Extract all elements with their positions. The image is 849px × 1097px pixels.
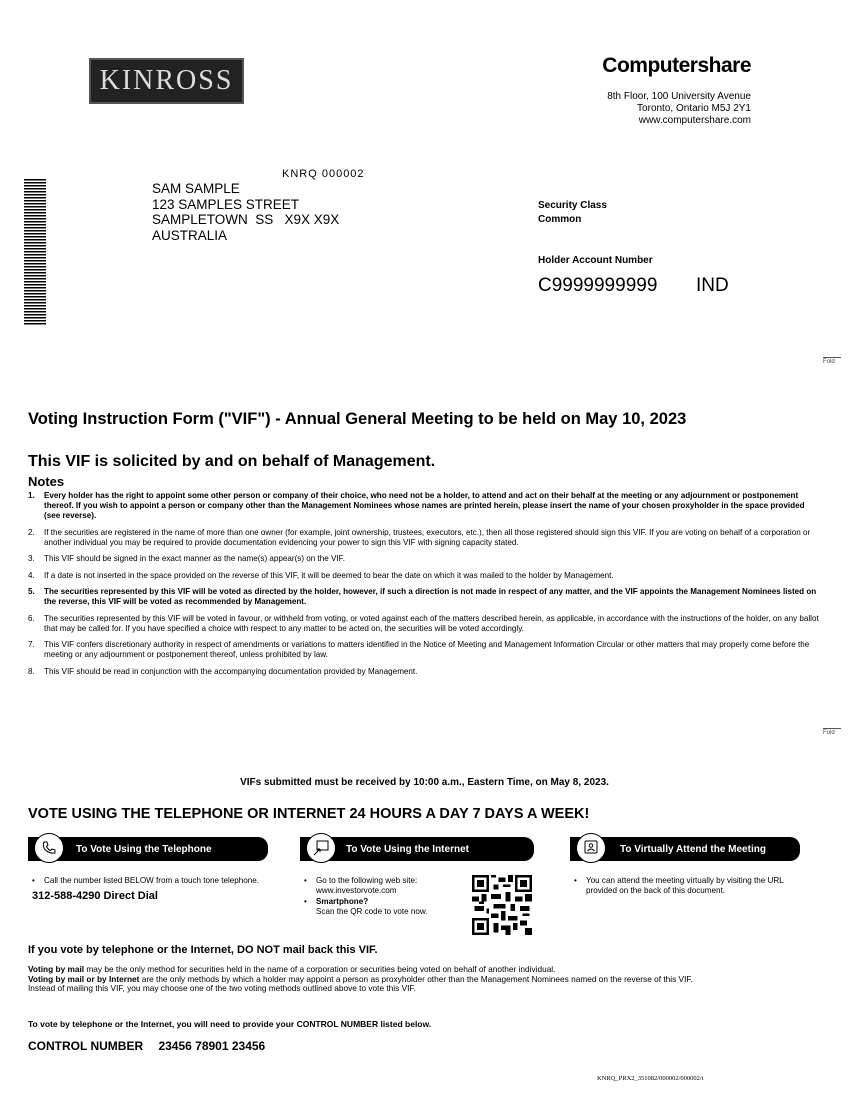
- fold-mark: Fold: [823, 357, 841, 365]
- note-text: This VIF should be read in conjunction with the accompanying documentation provided by Management.: [44, 666, 418, 676]
- mail-code: KNRQ 000002: [282, 168, 365, 180]
- kinross-logo: [89, 58, 244, 104]
- no-mail-warning: If you vote by telephone or the Internet, DO NOT mail back this VIF.: [28, 944, 378, 956]
- note-text: The securities represented by this VIF will be voted as directed by the holder, however, if such a direction is not made in respect of any matter, and the VIF appoints the Management Nominees listed on the reverse, this VIF will be voted as recommended by Management.: [44, 587, 817, 606]
- note-number: 4.: [28, 570, 35, 580]
- note-item: [28, 640, 820, 660]
- control-number-value: 23456 78901 23456: [158, 1039, 266, 1053]
- note-number: 5.: [28, 587, 35, 596]
- holder-account-type: IND: [696, 275, 729, 296]
- security-class-value: Common: [538, 214, 582, 225]
- note-number: 6.: [28, 613, 35, 623]
- mail-bold: Voting by mail: [28, 964, 85, 974]
- mail-text: are the only methods by which a holder may appoint a person as proxyholder other than the Management Nominees named on the reverse of this VIF.: [139, 973, 693, 984]
- note-text: The securities represented by this VIF will be voted in favour, or withheld from voting, or voted against each of the matters described herein, as applicable, in accordance with the instructions of the holder, on any ballot that may be called for. If you have specified a choice with respect to any matter to be acted on, the securities will be voted accordingly.: [44, 613, 819, 633]
- mail-text: Instead of mailing this VIF, you may choose one of the two voting methods outlined above to vote this VIF.: [28, 983, 416, 993]
- smartphone-label: Smartphone?: [316, 897, 369, 906]
- fold-mark: Fold: [823, 728, 841, 736]
- footer-code: KNRQ_PRX2_351082/000002/000002/i: [597, 1075, 704, 1082]
- mail-bold: Voting by mail or by Internet: [28, 973, 140, 984]
- note-item: [28, 528, 820, 548]
- address-line: SAMPLETOWN SS X9X X9X: [152, 212, 340, 227]
- address-line: 8th Floor, 100 University Avenue: [607, 91, 751, 102]
- computershare-address: [607, 91, 751, 127]
- qr-instruction: Scan the QR code to vote now.: [316, 906, 428, 916]
- note-text: If a date is not inserted in the space provided on the reverse of this VIF, it will be deemed to bear the date on which it was mailed to the holder by Management.: [44, 570, 614, 580]
- control-number-label: CONTROL NUMBER: [28, 1039, 144, 1053]
- note-item: [28, 614, 820, 634]
- telephone-section: [28, 833, 268, 869]
- mail-voting-info: [28, 965, 828, 994]
- mail-text: may be the only method for securities held in the name of a corporation or securities being voted on behalf of another individual.: [84, 964, 556, 974]
- note-item: [28, 587, 820, 607]
- qr-code-icon[interactable]: [472, 875, 532, 935]
- internet-title: To Vote Using the Internet: [300, 837, 534, 861]
- postal-barcode: [24, 179, 46, 325]
- kinross-logo-text: KINROSS: [99, 65, 234, 96]
- recipient-address: [152, 181, 339, 243]
- internet-section: [300, 833, 534, 869]
- note-text: This VIF confers discretionary authority in respect of amendments or variations to matters identified in the Notice of Meeting and Management Information Circular or other matters that may properly come before the meeting or any adjournment or postponement thereof, unless prohibited by law.: [44, 640, 810, 659]
- website-link[interactable]: www.computershare.com: [638, 115, 751, 126]
- address-line: Toronto, Ontario M5J 2Y1: [637, 103, 751, 114]
- notes-list: [28, 491, 820, 683]
- phone-icon: [34, 833, 64, 863]
- vote-heading: VOTE USING THE TELEPHONE OR INTERNET 24 HOURS A DAY 7 DAYS A WEEK!: [28, 806, 590, 822]
- note-text: If the securities are registered in the name of more than one owner (for example, joint ownership, trustees, executors, etc.), then all those registered should sign this VIF. If you are voting on behalf of a corporation or another individual you may be required to provide documentation evidencing your power to sign this VIF with signing capacity stated.: [44, 527, 811, 547]
- virtual-instructions: • You can attend the meeting virtually by visiting the URL provided on the back of this document.: [574, 876, 794, 895]
- note-item: [28, 571, 820, 581]
- note-text: This VIF should be signed in the exact manner as the name(s) appear(s) on the VIF.: [44, 554, 345, 563]
- security-class: [538, 199, 607, 227]
- holder-account-number: C9999999999: [538, 275, 658, 296]
- control-number-intro: To vote by telephone or the Internet, you will need to provide your CONTROL NUMBER listed below.: [28, 1019, 432, 1029]
- virtual-title: To Virtually Attend the Meeting: [570, 837, 800, 861]
- note-number: 1.: [28, 491, 35, 500]
- submission-deadline: VIFs submitted must be received by 10:00 a.m., Eastern Time, on May 8, 2023.: [240, 777, 609, 788]
- virtual-section: [570, 833, 800, 869]
- internet-bullet: Go to the following web site: www.investorvote.com: [316, 876, 418, 895]
- security-class-label: Security Class: [538, 200, 607, 211]
- address-line: SAM SAMPLE: [152, 181, 240, 196]
- virtual-bullet: You can attend the meeting virtually by visiting the URL provided on the back of this document.: [586, 876, 784, 895]
- solicitation-heading: This VIF is solicited by and on behalf of Management.: [28, 453, 436, 470]
- holder-account-label: Holder Account Number: [538, 255, 653, 266]
- note-text: Every holder has the right to appoint some other person or company of their choice, who need not be a holder, to attend and act on their behalf at the meeting or any adjournment or postponement thereof. If you wish to appoint a person or company other than the Management Nominees whose names are printed herein, please insert the name of your chosen proxyholder in the space provided (see reverse).: [44, 491, 805, 520]
- note-number: 8.: [28, 666, 35, 676]
- address-line: 123 SAMPLES STREET: [152, 196, 300, 212]
- virtual-meeting-icon: [576, 833, 606, 863]
- telephone-bullet: Call the number listed BELOW from a touch tone telephone.: [44, 876, 260, 885]
- notes-heading: Notes: [28, 474, 65, 489]
- telephone-title: To Vote Using the Telephone: [28, 837, 268, 861]
- page-title: Voting Instruction Form ("VIF") - Annual General Meeting to be held on May 10, 2023: [28, 410, 687, 428]
- phone-number[interactable]: 312-588-4290 Direct Dial: [32, 889, 158, 902]
- telephone-instructions: • Call the number listed BELOW from a touch tone telephone. 312-588-4290 Direct Dial: [32, 876, 262, 901]
- note-number: 2.: [28, 527, 35, 537]
- internet-instructions: • Go to the following web site: www.investorvote.com • Smartphone? Scan the QR code to vote now.: [304, 876, 464, 916]
- address-line: AUSTRALIA: [152, 227, 228, 243]
- note-number: 3.: [28, 554, 35, 563]
- touchscreen-icon: [306, 833, 336, 863]
- note-item: [28, 491, 820, 521]
- computershare-logo: Computershare: [602, 54, 751, 77]
- note-number: 7.: [28, 640, 35, 649]
- note-item: [28, 667, 820, 677]
- note-item: [28, 554, 820, 564]
- control-number-row: [28, 1039, 265, 1053]
